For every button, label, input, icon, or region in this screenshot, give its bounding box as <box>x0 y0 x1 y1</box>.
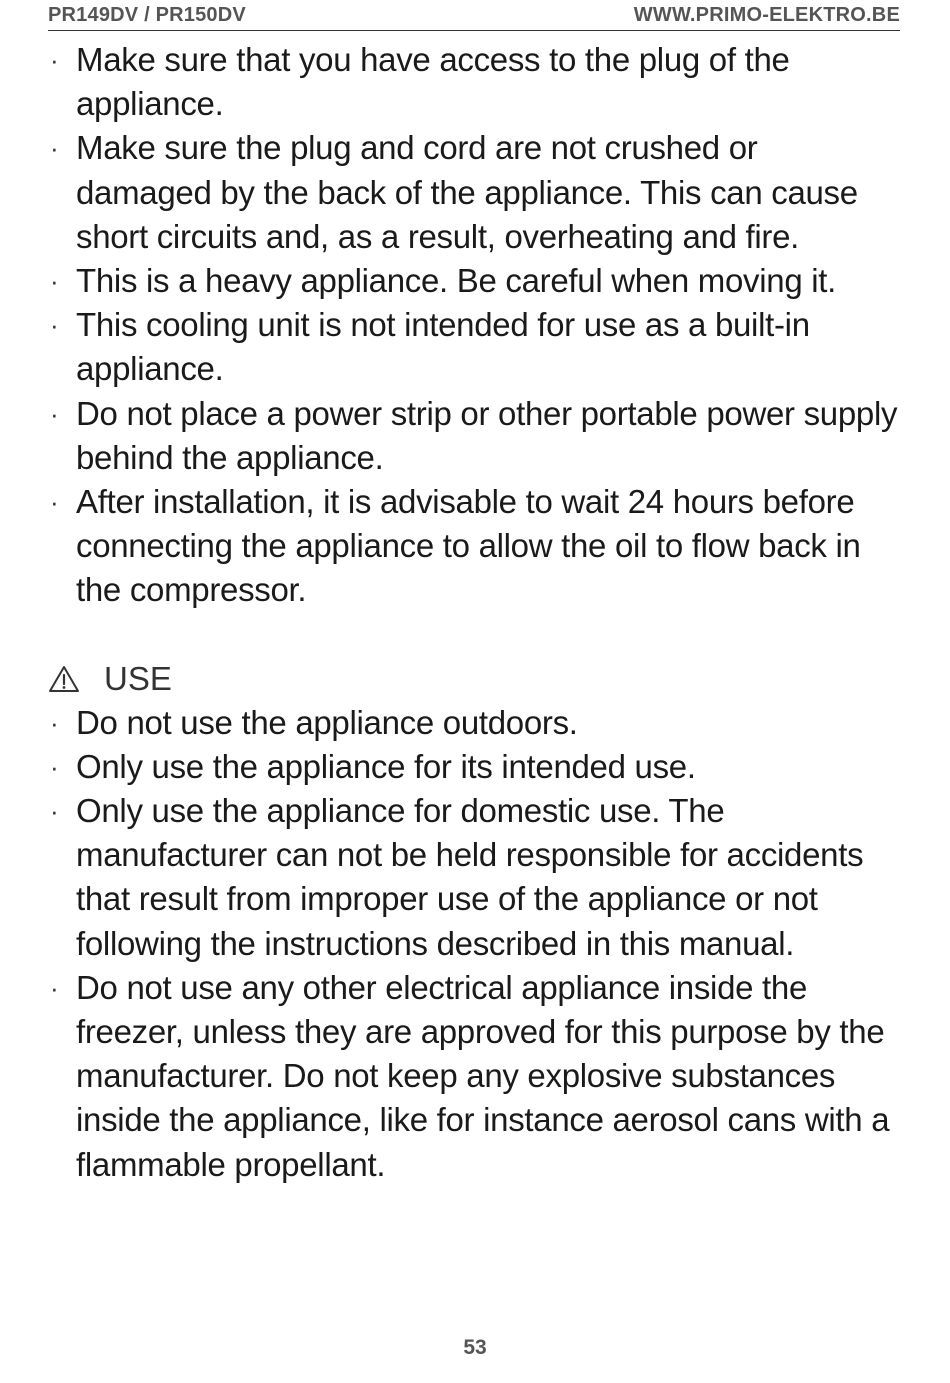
list-item-text: Only use the appliance for its intended use. <box>76 747 696 785</box>
list-item-text: Do not use any other electrical appliance inside the freezer, unless they are approved for this purpose by the manufacturer. Do not keep any explosive substances inside the appliance, like for instance aerosol cans with a flammable propellant. <box>76 968 890 1183</box>
bullet-dot: · <box>50 796 59 827</box>
list-item-text: Only use the appliance for domestic use. The manufacturer can not be held responsible for accidents that result from improper use of the appliance or not following the instructions described in this manual. <box>76 792 864 962</box>
list-item <box>48 392 900 480</box>
list-item-text: Make sure the plug and cord are not crushed or damaged by the back of the appliance. This can cause short circuits and, as a result, overheating and fire. <box>76 129 858 255</box>
page-content <box>48 38 900 1187</box>
website-url: WWW.PRIMO-ELEKTRO.BE <box>633 4 900 26</box>
section-title: USE <box>104 659 172 697</box>
bullet-dot: · <box>50 133 59 164</box>
bullet-dot: · <box>50 487 59 518</box>
list-item-text: Make sure that you have access to the plug of the appliance. <box>76 41 790 123</box>
bullet-dot: · <box>50 266 59 297</box>
bullet-dot: · <box>50 972 59 1003</box>
bullet-dot: · <box>50 310 59 341</box>
warning-triangle-icon <box>48 665 80 693</box>
installation-list <box>48 38 900 613</box>
bullet-dot: · <box>50 398 59 429</box>
list-item <box>48 745 900 789</box>
bullet-dot: · <box>50 751 59 782</box>
model-number: PR149DV / PR150DV <box>48 4 246 26</box>
list-item <box>48 38 900 126</box>
list-item <box>48 701 900 745</box>
use-list <box>48 701 900 1187</box>
list-item <box>48 126 900 259</box>
page-header <box>48 4 900 31</box>
list-item-text: This is a heavy appliance. Be careful when moving it. <box>76 262 837 300</box>
list-item-text: Do not use the appliance outdoors. <box>76 703 578 741</box>
list-item <box>48 259 900 303</box>
bullet-dot: · <box>50 45 59 75</box>
list-item-text: This cooling unit is not intended for use as a built-in appliance. <box>76 306 810 388</box>
list-item <box>48 789 900 966</box>
use-section-heading <box>48 657 900 701</box>
list-item <box>48 966 900 1187</box>
page-number: 53 <box>463 1336 487 1359</box>
list-item-text: After installation, it is advisable to wait 24 hours before connecting the appliance to allow the oil to flow back in the compressor. <box>76 483 861 609</box>
list-item <box>48 303 900 391</box>
list-item <box>48 480 900 613</box>
bullet-dot: · <box>50 707 59 738</box>
list-item-text: Do not place a power strip or other portable power supply behind the appliance. <box>76 394 898 476</box>
